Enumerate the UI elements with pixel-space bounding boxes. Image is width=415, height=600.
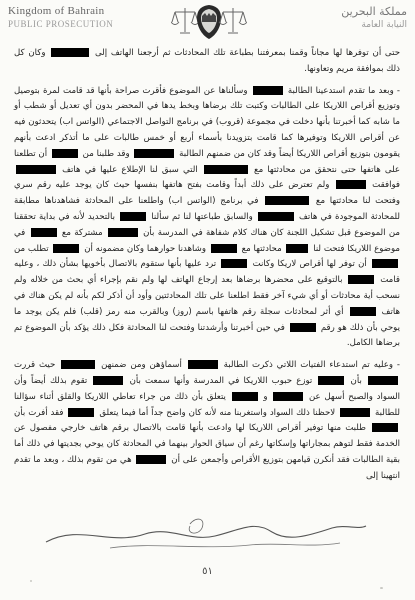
- paragraph-text: - وبعد ما تقدم استدعينا الطالبة: [284, 85, 400, 96]
- redaction-bar: [286, 244, 308, 253]
- redaction-bar: [273, 392, 303, 401]
- redaction-bar: [253, 86, 283, 95]
- paragraph-text: أن توفر لها أقراص لاريكا وكانت: [249, 259, 370, 270]
- redaction-bar: [53, 244, 79, 253]
- redaction-bar: [232, 392, 258, 401]
- redaction-bar: [372, 423, 398, 432]
- redaction-bar: [336, 180, 366, 189]
- redaction-bar: [368, 376, 398, 385]
- letterhead-arabic-title: مملكة البحرين: [341, 5, 407, 18]
- redaction-bar: [16, 165, 56, 174]
- letterhead: [0, 0, 415, 42]
- paragraph-text: ولم تعترض على ذلك أبداً وقامت بفتح هاتفها بنفسها حيث كان يوجد عليه رقم سري وفتحت لنا محادثتها مع: [14, 180, 400, 207]
- redaction-bar: [265, 196, 309, 205]
- redaction-bar: [68, 408, 94, 417]
- redaction-bar: [340, 408, 370, 417]
- paragraph-text: التي سبق لنا الإطلاع عليها في هاتف: [58, 164, 202, 175]
- paragraph-text: أسماؤهن ومن ضمنهن: [97, 360, 186, 371]
- paragraph-text: بأن: [346, 375, 367, 386]
- redaction-bar: [120, 212, 146, 221]
- paragraph-text: وقد طلبنا من: [79, 148, 133, 159]
- bahrain-emblem-icon: [171, 2, 247, 42]
- scan-speck: [30, 580, 32, 582]
- redaction-bar: [372, 259, 398, 268]
- redaction-bar: [204, 165, 248, 174]
- paragraph-text: تطلب من: [14, 243, 52, 254]
- paragraph-text: حيث قررت: [14, 360, 60, 371]
- redaction-bar: [108, 228, 138, 237]
- paragraph-text: أي أثر لمحادثات سجلة رقم هاتفها باسم (روز) وبالقرب منه رمز (قلب) فلم يكن يوجد ما يوحي بأن ذلك هو رقم: [14, 306, 400, 333]
- redaction-bar: [93, 376, 123, 385]
- redaction-bar: [211, 244, 237, 253]
- paragraph-text: لاحظنا ذلك السواد واستغربنا منه لأنه كان واضح جداً أما فيما يتعلق: [96, 407, 339, 418]
- paragraph-text: بالتحديد لأنه في بداية تحققنا من الموضوع قبل تشكيل اللجنة كان هناك كلام شفاهة في المدرسة بأن: [14, 211, 400, 238]
- handwritten-signature: [40, 512, 370, 554]
- body-paragraph: [14, 46, 400, 78]
- redaction-bar: [350, 307, 376, 316]
- page-number: ٥١: [202, 566, 213, 577]
- letterhead-english-title: Kingdom of Bahrain: [8, 5, 105, 17]
- document-body: [14, 46, 400, 491]
- paragraph-text: وشاهدنا حوارهما وكان مضمونه أن: [81, 243, 209, 254]
- paragraph-text: توزع حبوب اللاريكا في المدرسة وأنها سمعت بأن: [125, 375, 317, 386]
- redaction-bar: [348, 275, 374, 284]
- scan-speck: [380, 587, 383, 589]
- paragraph-text: - وعليه تم استدعاء الفتيات اللاتي ذكرت الطالبة: [219, 360, 400, 371]
- redaction-bar: [61, 360, 95, 369]
- redaction-bar: [188, 360, 218, 369]
- paragraph-text: محادثتها مع: [238, 243, 285, 254]
- paragraph-text: وسألناها عن الموضوع فأقرت صراحة بأنها قد قامت لمرة بتوصيل وتوزيع أقراص اللاريكا على الطالبات وكتبت تلك برضاها وبخط يدها في المحضر بدون أي تعديل أو شطب أو ما شابه كما أخبرتنا بأنها دخلت في مجموعة (قروب) في برنامج التواصل الاجتماعي (الواتس اب) يتحدثون فيه عن أقراص اللاريكا وتوفيرها كما قامت بتزويدنا بأسماء أربع أو خمس طالبات على ما أتذكر ادعت بأنهم يقومون بتوزيع أقراص اللاريكا أيضاً وقد كان من ضمنهم الطالبة: [14, 85, 400, 159]
- redaction-bar: [31, 228, 57, 237]
- paragraph-text: فوافقت: [367, 180, 400, 191]
- paragraph-text: هي من تقوم بذلك ، وبعد ما تقدم انتهينا إلى: [14, 454, 400, 481]
- paragraph-text: أن تطلعنا على هاتفها حتى نتحقق من محادثتها مع: [14, 148, 400, 175]
- paragraph-text: مشتركة مع: [58, 227, 106, 238]
- paragraph-text: في موضوع اللاريكا فتحت لنا: [14, 227, 400, 254]
- redaction-bar: [258, 212, 294, 221]
- paragraph-text: و: [259, 391, 272, 402]
- body-paragraph: [14, 358, 400, 484]
- redaction-bar: [51, 48, 89, 57]
- redaction-bar: [52, 149, 78, 158]
- paragraph-text: طلبت منها توفير أقراص اللاريكا لها وادعت بأنها قامت بالاتصال برقم هاتف خارجي مفصول عن الخدمة فقط لتوهم بمجاراتها وإسكاتها رغم أن سياق الحوار بينهما في المحادثة كان يوحي بجديتها في ذلك أما بقية الطالبات فقد أنكرن قيامهن بتوزيع الأقراص وأجمعن على أن: [14, 423, 400, 465]
- paragraph-text: وكان كل ذلك بموافقة مريم وتعاونها.: [14, 48, 400, 74]
- paragraph-text: في برنامج (الواتس اب) واطلعنا على المحادثة فشاهدناها مطابقة للمحادثة الموجودة في هاتف: [14, 196, 400, 222]
- letterhead-arabic-subtitle: النيابة العامة: [361, 20, 407, 30]
- redaction-bar: [136, 455, 166, 464]
- paragraph-text: في حين أخبرتنا وأرشدتنا وفتحت لنا المحادثة فكل ذلك يؤكد بأن الموضوع تم برضاها الكامل.: [14, 322, 400, 349]
- body-paragraph: [14, 84, 400, 353]
- paragraph-text: ترد عليها بأنها ستقوم بالاتصال بأخويها بشأن ذلك ، وعليه قامت: [14, 259, 400, 286]
- letterhead-english-subtitle: PUBLIC PROSECUTION: [8, 19, 114, 29]
- paragraph-text: فقد أفرت بأن: [14, 407, 67, 418]
- redaction-bar: [221, 259, 247, 268]
- paragraph-text: يتعلق بأن ذلك من جراء تعاطي اللاريكا والقلق أثناء سؤالنا للطالبة: [14, 391, 401, 418]
- paragraph-text: تقوم بذلك أيضاً وأن السواد والصبح أسهل عن: [14, 375, 400, 402]
- redaction-bar: [134, 149, 174, 158]
- redaction-bar: [318, 376, 344, 385]
- paragraph-text: والسابق طباعتها لنا ثم سألنا: [148, 211, 256, 222]
- redaction-bar: [290, 323, 316, 332]
- paragraph-text: حتى أن توفرها لها مجاناً وقمنا بمعرفتنا بطباعة تلك المحادثات ثم أرجعنا الهاتف إلى: [91, 48, 401, 58]
- paragraph-text: بالتوقيع على محضرها برضاها بعد إرجاع الهاتف لها ولم نقم بإجراء أي بحث من خلاله ولم نسحب أية محادثات أو أي شيء آخر فقط اطلعنا على تلك المحادثتين وأود أن أذكر لكم بأنه لم يكن هناك في هاتف: [14, 275, 400, 317]
